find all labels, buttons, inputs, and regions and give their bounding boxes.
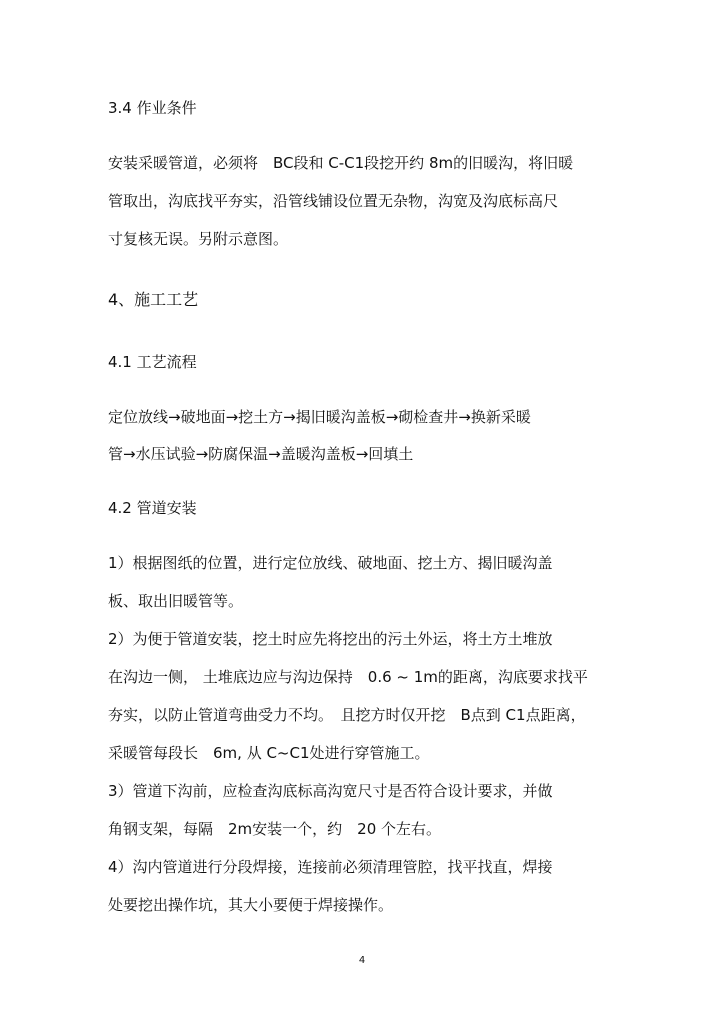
paragraph-line: 寸复核无误。另附示意图。 [108, 230, 289, 248]
paragraph-line: 角钢支架，每隔 2m安装一个，约 20 个左右。 [108, 820, 442, 838]
paragraph-line: 处要挖出操作坑，其大小要便于焊接操作。 [108, 896, 394, 914]
paragraph-line: 4）沟内管道进行分段焊接，连接前必须清理管腔，找平找直，焊接 [108, 858, 553, 876]
page-number: 4 [358, 955, 366, 966]
paragraph-line: 采暖管每段长 6m, 从 C~C1处进行穿管施工。 [108, 744, 430, 762]
process-flow-line: 定位放线→破地面→挖土方→揭旧暖沟盖板→砌检查井→换新采暖 [108, 408, 531, 426]
paragraph-line: 板、取出旧暖管等。 [108, 592, 244, 610]
section-heading-4-2: 4.2 管道安装 [108, 499, 197, 517]
section-heading-4: 4、施工工艺 [108, 290, 199, 309]
paragraph-line: 管取出，沟底找平夯实，沿管线铺设位置无杂物，沟宽及沟底标高尺 [108, 192, 559, 210]
process-flow-line: 管→水压试验→防腐保温→盖暖沟盖板→回填土 [108, 445, 414, 463]
paragraph-line: 安装采暖管道，必须将 BC段和 C-C1段挖开约 8m的旧暖沟，将旧暖 [108, 154, 574, 172]
section-heading-3-4: 3.4 作业条件 [108, 99, 197, 117]
paragraph-line: 3）管道下沟前，应检查沟底标高沟宽尺寸是否符合设计要求，并做 [108, 782, 553, 800]
paragraph-line: 1）根据图纸的位置，进行定位放线、破地面、挖土方、揭旧暖沟盖 [108, 554, 553, 572]
paragraph-line: 在沟边一侧， 土堆底边应与沟边保持 0.6 ~ 1m的距离，沟底要求找平 [108, 668, 588, 686]
section-heading-4-1: 4.1 工艺流程 [108, 353, 197, 371]
paragraph-line: 夯实，以防止管道弯曲受力不均。 且挖方时仅开挖 B点到 C1点距离， [108, 706, 586, 724]
paragraph-line: 2）为便于管道安装，挖土时应先将挖出的污土外运，将土方土堆放 [108, 630, 553, 648]
